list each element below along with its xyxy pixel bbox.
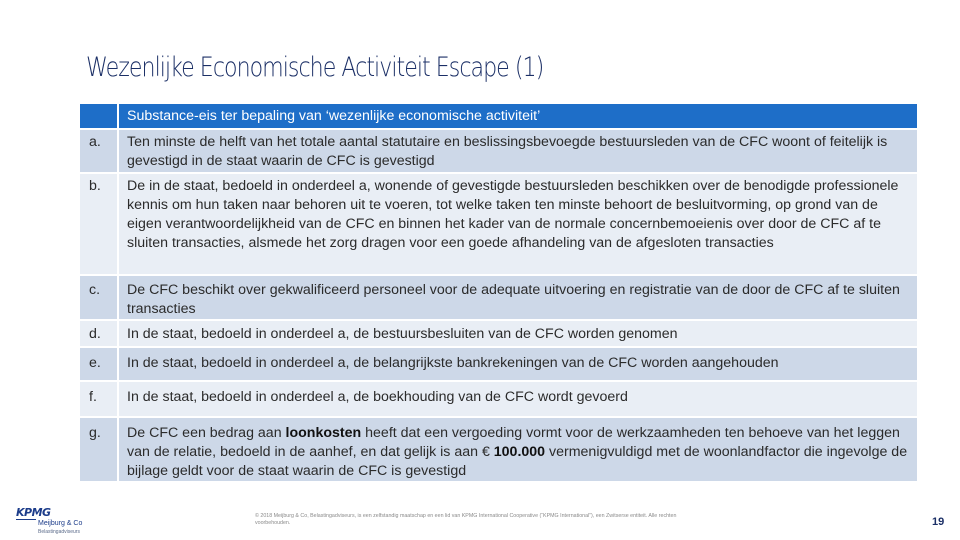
- table-row: [80, 347, 918, 381]
- logo-divider: [16, 519, 36, 520]
- row-text-part: heeft dat een vergoeding vormt voor de werkzaamheden ten behoeve van het leggen van de relatie, bedoeld in de aanhef, en dat gelijk is aan €: [127, 425, 900, 460]
- table-row: [80, 320, 918, 347]
- row-label: d.: [80, 320, 118, 347]
- row-text: Ten minste de helft van het totale aantal statutaire en beslissingsbevoegde bestuursleden van de CFC woont of feitelijk is gevestigd in de staat waarin de CFC is gevestigd: [118, 129, 918, 173]
- row-text: In de staat, bedoeld in onderdeel a, de boekhouding van de CFC wordt gevoerd: [118, 381, 918, 417]
- row-text: In de staat, bedoeld in onderdeel a, de bestuursbesluiten van de CFC worden genomen: [118, 320, 918, 347]
- criteria-table: [80, 104, 919, 483]
- page-number: 19: [932, 516, 945, 528]
- table-row: [80, 173, 918, 275]
- table-row: [80, 381, 918, 417]
- table-row: [80, 129, 918, 173]
- row-text: In de staat, bedoeld in onderdeel a, de belangrijkste bankrekeningen van de CFC worden aangehouden: [118, 347, 918, 381]
- row-text-part: De CFC een bedrag aan: [127, 425, 286, 441]
- row-label: g.: [80, 417, 118, 482]
- footer-disclaimer: © 2018 Meijburg & Co, Belastingadviseurs, is een zelfstandig maatschap en een lid van KPMG International Cooperative (“KPMG International”), een Zwitserse entiteit. Alle rechten voorbehouden.: [255, 513, 677, 526]
- kpmg-logo-mark: KPMG: [16, 506, 51, 519]
- row-text-bold: 100.000: [493, 444, 546, 460]
- row-text-part: vermenigvuldigd met de woonlandfactor die ingevolge de bijlage geldt voor de staat waarin de CFC is gevestigd: [127, 444, 908, 479]
- header-text-cell: Substance-eis ter bepaling van ‘wezenlijke economische activiteit’: [118, 104, 918, 129]
- row-text-compound: [118, 417, 918, 482]
- row-label: a.: [80, 129, 118, 173]
- table-header-row: [80, 104, 918, 129]
- table-row: [80, 417, 918, 482]
- row-label: f.: [80, 381, 118, 417]
- row-text-bold: loonkosten: [285, 425, 362, 441]
- table-row: [80, 275, 918, 320]
- row-text: De CFC beschikt over gekwalificeerd personeel voor de adequate uitvoering en registratie van de door de CFC af te sluiten transacties: [118, 275, 918, 320]
- row-label: c.: [80, 275, 118, 320]
- row-label: b.: [80, 173, 118, 275]
- logo-firm-name: Meijburg & Co: [38, 520, 83, 527]
- kpmg-logo: [16, 502, 96, 536]
- logo-firm-subtitle: Belastingadviseurs: [38, 529, 80, 535]
- row-label: e.: [80, 347, 118, 381]
- row-text: De in de staat, bedoeld in onderdeel a, wonende of gevestigde bestuursleden beschikken over de benodigde professionele kennis om hun taken naar behoren uit te voeren, tot welke taken ten minste behoort de besluitvorming, op grond van de eigen verantwoordelijkheid van de CFC en binnen het kader van de normale concernbemoeienis over door de CFC af te sluiten transacties, alsmede het zorg dragen voor een goede afhandeling van de afgesloten transacties: [118, 173, 918, 275]
- header-label-cell: [80, 104, 118, 129]
- slide-title: Wezenlijke Economische Activiteit Escape (1): [86, 52, 544, 83]
